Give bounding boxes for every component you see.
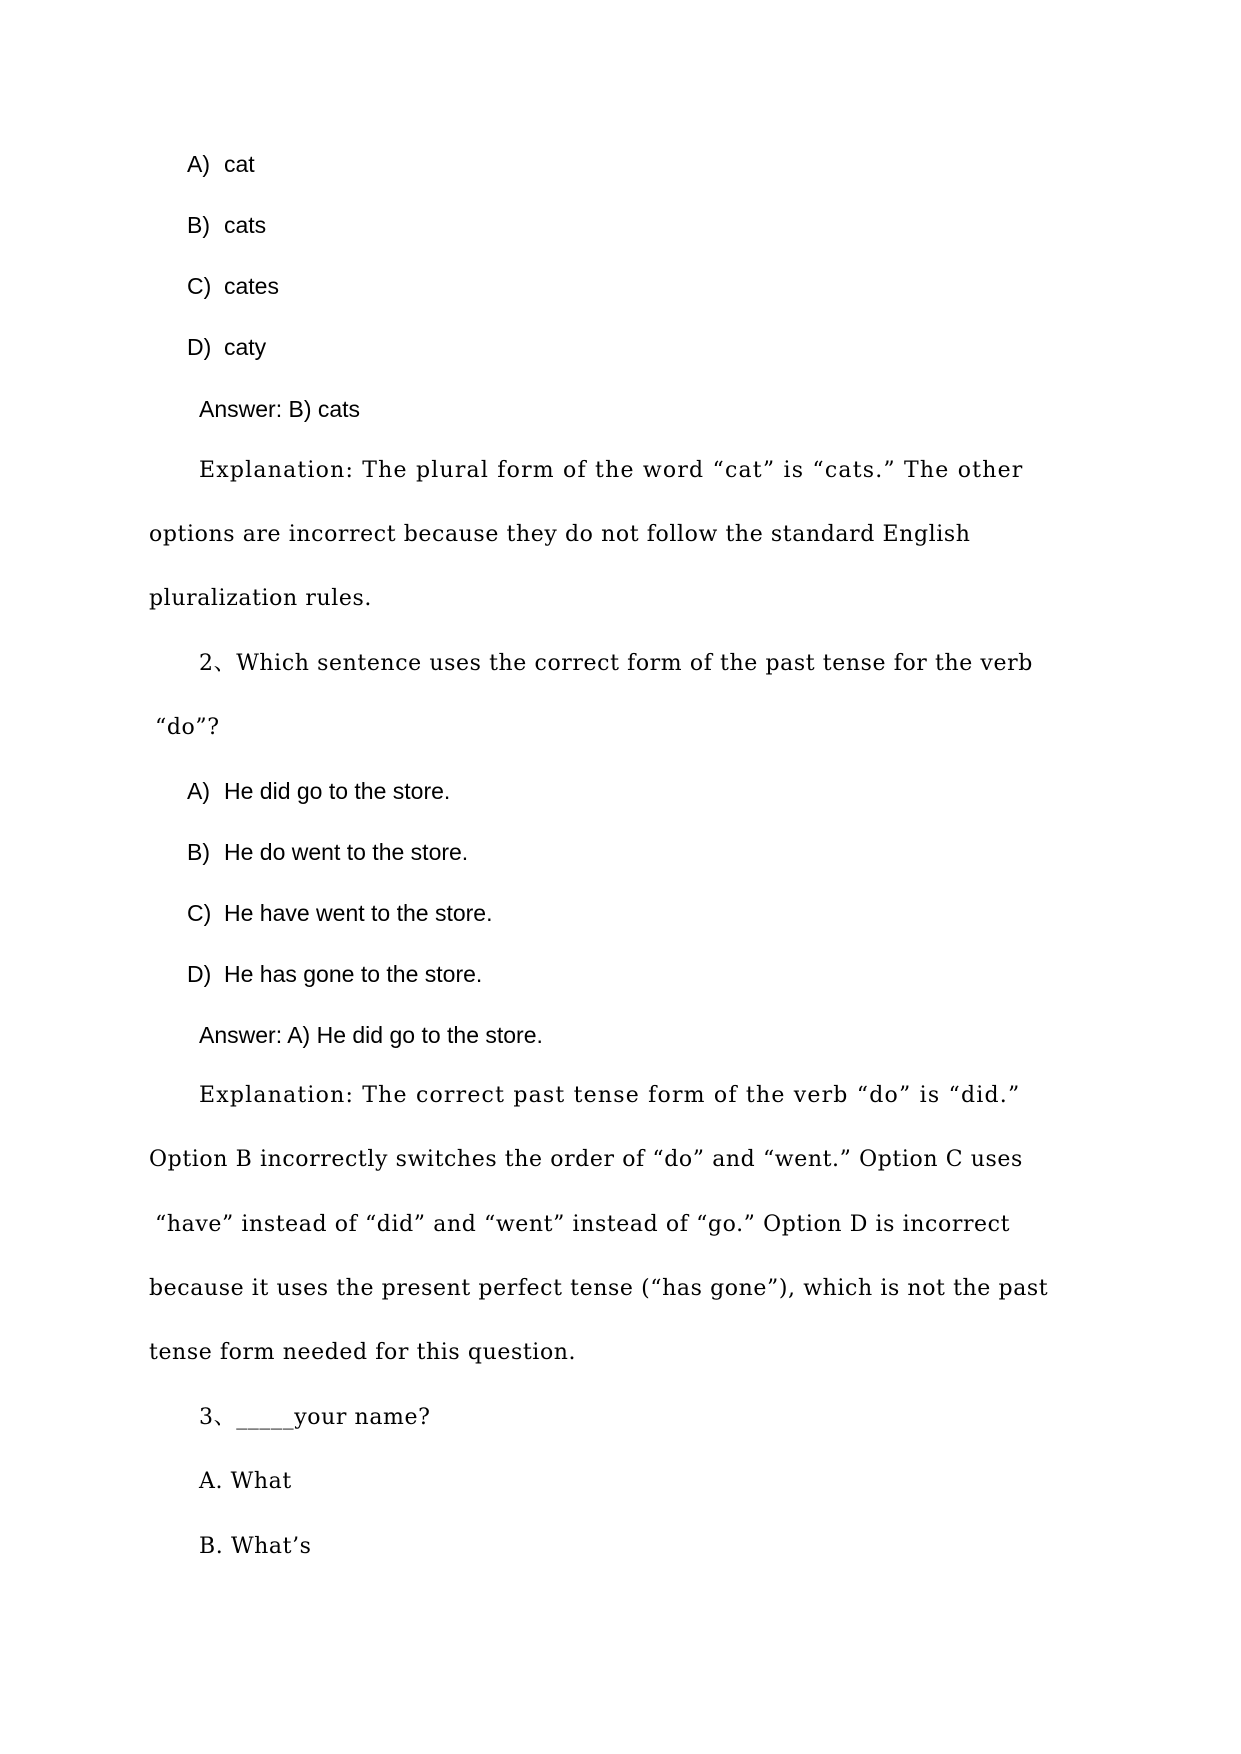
q2-question-line-1: 2、Which sentence uses the correct form of the past tense for the verb — [199, 651, 1033, 676]
option-letter: C) — [187, 900, 212, 926]
option-text: caty — [224, 334, 267, 360]
q1-option-c — [187, 275, 279, 298]
option-text: He do went to the store. — [224, 839, 469, 865]
q1-option-b — [187, 214, 266, 237]
q1-explanation-line-2: options are incorrect because they do not follow the standard English — [149, 522, 971, 547]
option-letter: D) — [187, 334, 212, 360]
q2-option-a — [187, 780, 450, 803]
q2-explanation-line-1: Explanation: The correct past tense form of the verb “do” is “did.” — [199, 1083, 1021, 1108]
option-text: cat — [224, 151, 255, 177]
q2-explanation-line-5: tense form needed for this question. — [149, 1340, 577, 1365]
option-letter: B) — [187, 839, 210, 865]
q2-option-c — [187, 902, 493, 925]
q1-explanation-line-3: pluralization rules. — [149, 586, 373, 611]
q2-option-b — [187, 841, 468, 864]
q1-explanation-line-1: Explanation: The plural form of the word “cat” is “cats.” The other — [199, 458, 1024, 483]
q2-answer: Answer: A) He did go to the store. — [199, 1022, 543, 1048]
q3-question: 3、_____your name? — [199, 1405, 431, 1430]
q1-option-d — [187, 336, 266, 359]
q1-answer: Answer: B) cats — [199, 396, 361, 422]
option-text: cats — [224, 212, 267, 238]
option-letter: B) — [187, 212, 210, 238]
q2-explanation-line-3: “have” instead of “did” and “went” instead of “go.” Option D is incorrect — [155, 1212, 1011, 1237]
option-text: cates — [224, 273, 279, 299]
q3-option-a: A. What — [199, 1469, 292, 1494]
q2-explanation-line-4: because it uses the present perfect tense (“has gone”), which is not the past — [149, 1276, 1049, 1301]
option-letter: D) — [187, 961, 212, 987]
q3-option-b: B. What’s — [199, 1534, 312, 1559]
q1-option-a — [187, 153, 255, 176]
option-text: He have went to the store. — [224, 900, 493, 926]
q2-explanation-line-2: Option B incorrectly switches the order of “do” and “went.” Option C uses — [149, 1147, 1023, 1172]
option-letter: A) — [187, 151, 210, 177]
option-letter: C) — [187, 273, 212, 299]
option-letter: A) — [187, 778, 210, 804]
option-text: He did go to the store. — [224, 778, 451, 804]
option-text: He has gone to the store. — [224, 961, 483, 987]
q2-option-d — [187, 963, 482, 986]
q2-question-line-2: “do”? — [155, 715, 220, 740]
